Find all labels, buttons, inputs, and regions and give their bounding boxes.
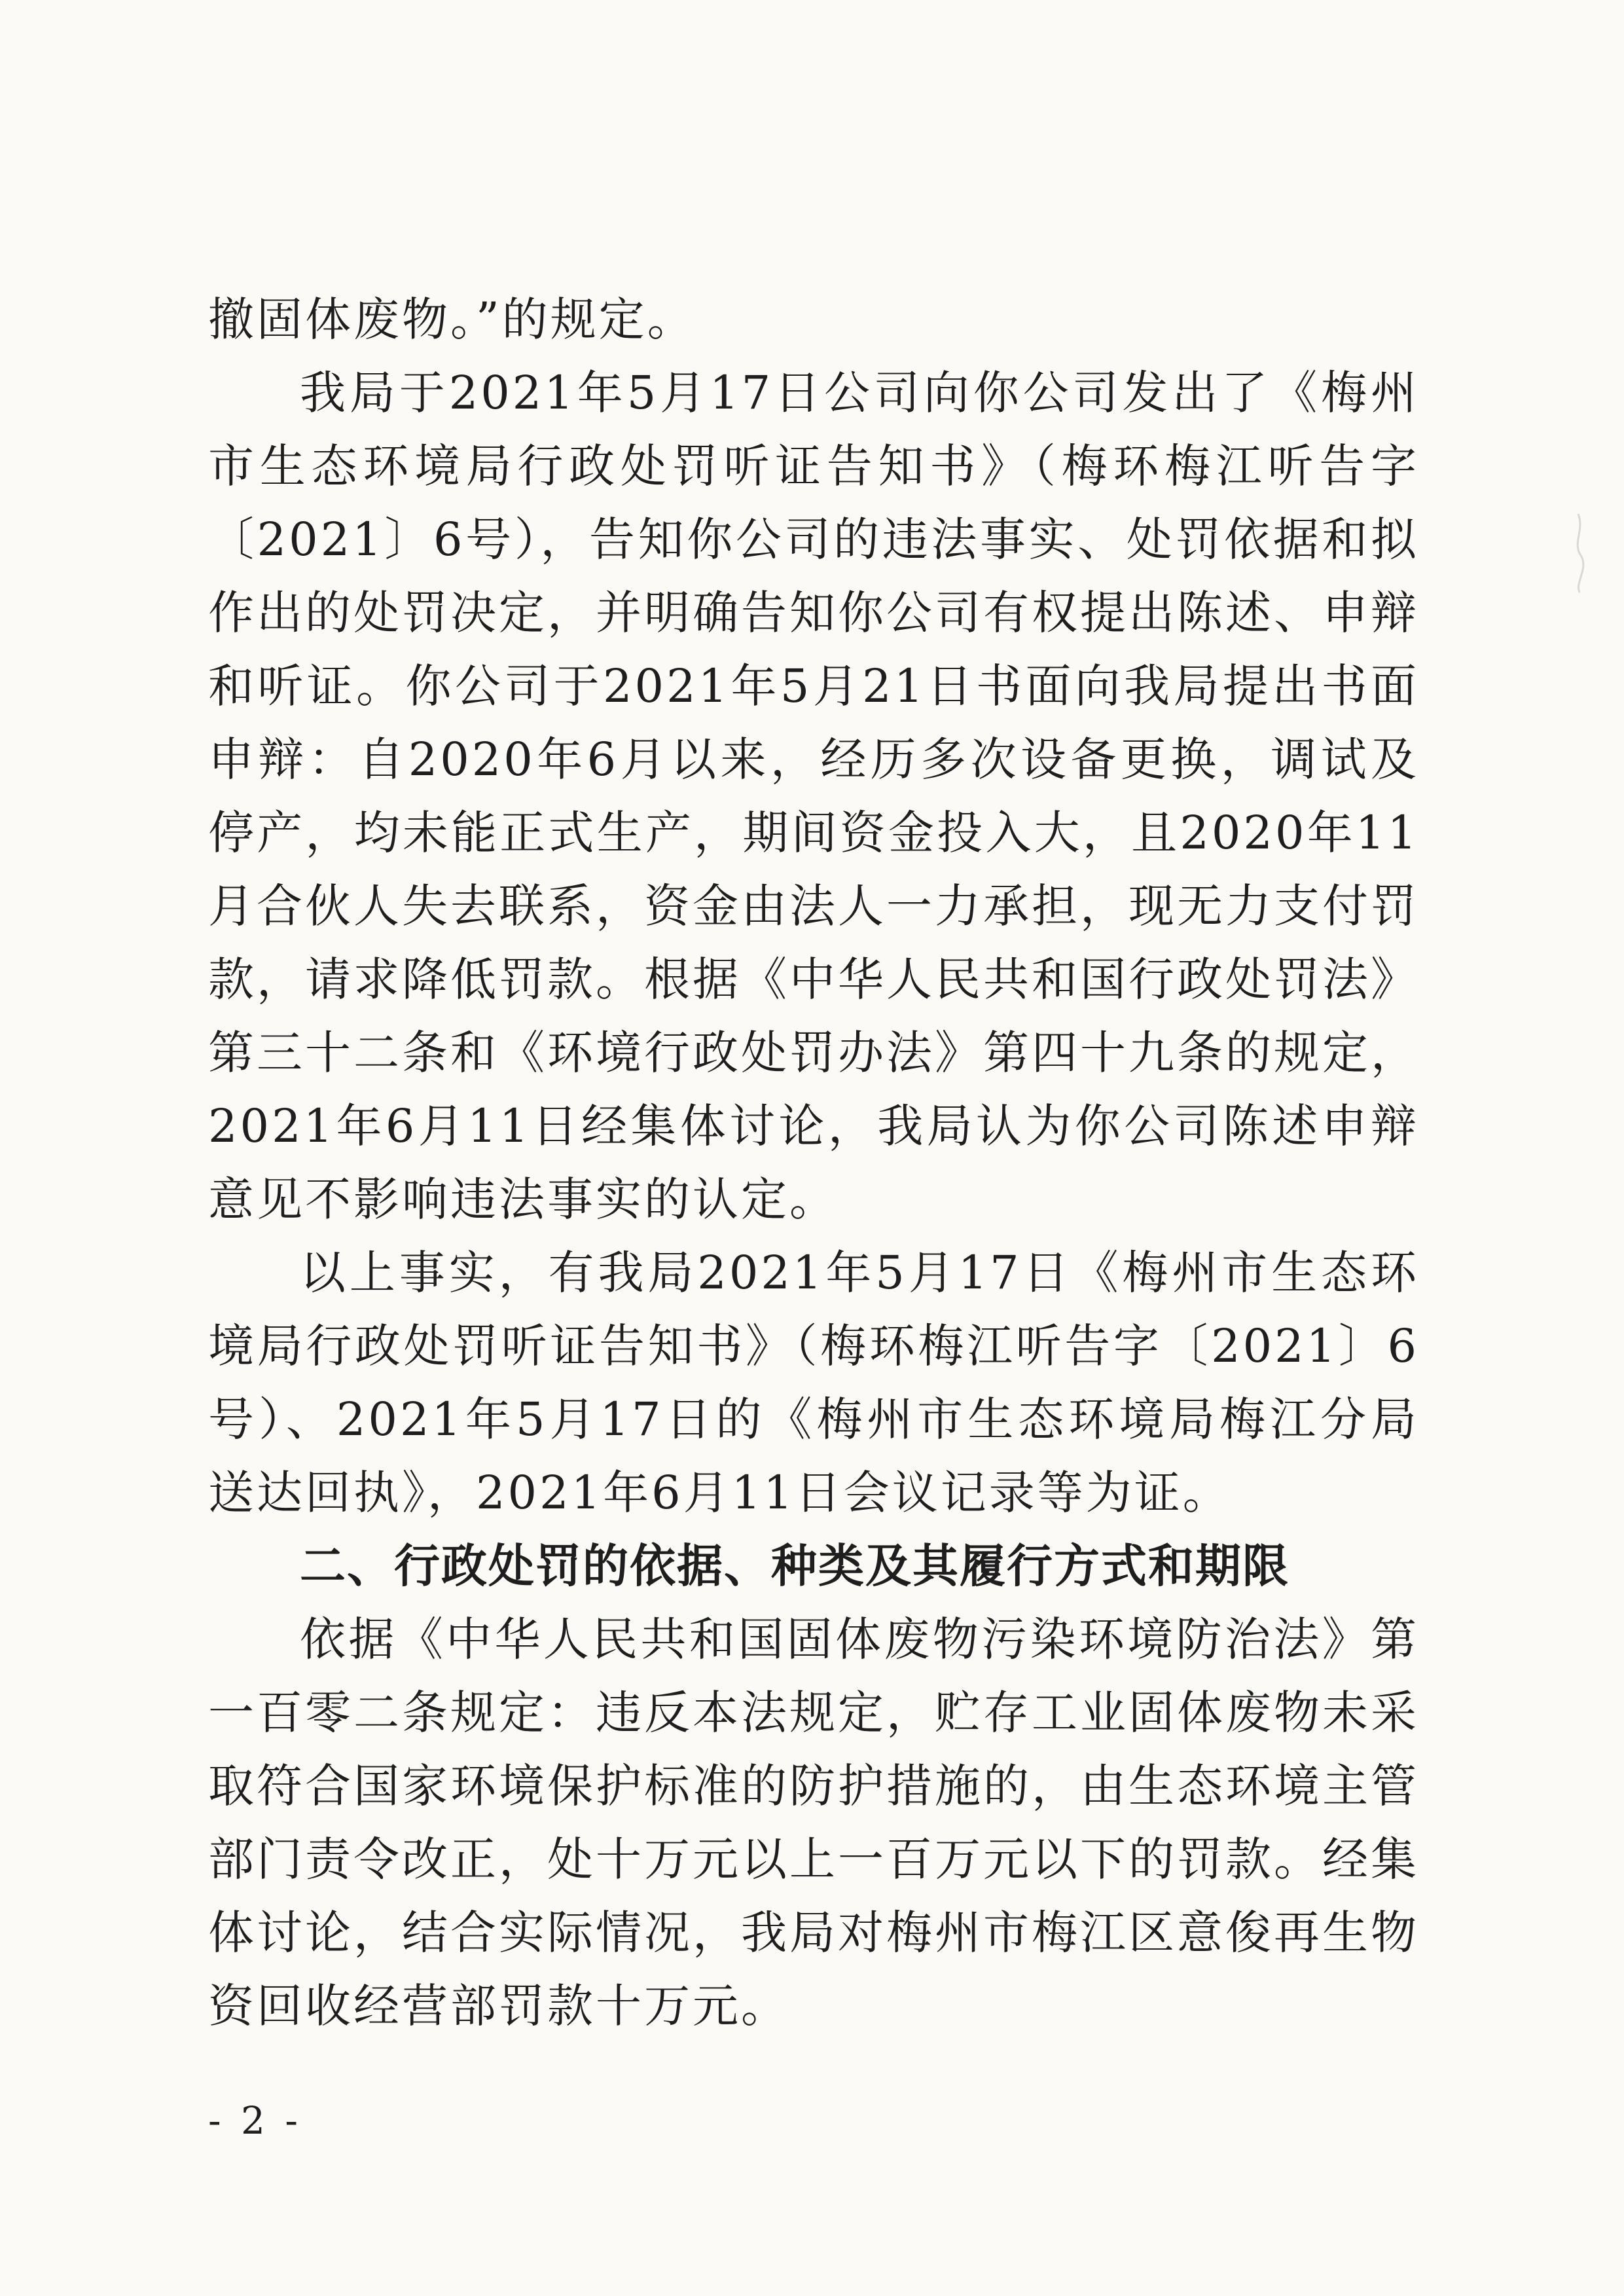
paragraph-evidence: 以上事实，有我局2021年5月17日《梅州市生态环境局行政处罚听证告知书》（梅环梅江听告字〔2021〕6号）、2021年5月17日的《梅州市生态环境局梅江分局送达回执》，2021年6月11日会议记录等为证。 (208, 1246, 1419, 1520)
section-heading: 二、行政处罚的依据、种类及其履行方式和期限 (300, 1539, 1290, 1593)
page-number: - 2 - (208, 2098, 302, 2143)
scan-artifact-icon (1559, 511, 1598, 596)
document-body (208, 283, 1419, 2043)
paragraph-hearing-notice: 我局于2021年5月17日公司向你公司发出了《梅州市生态环境局行政处罚听证告知书》（梅环梅江听告字〔2021〕6号），告知你公司的违法事实、处罚依据和拟作出的处罚决定，并明确告知你公司有权提出陈述、申辩和听证。你公司于2021年5月21日书面向我局提出书面申辩：自2020年6月以来，经历多次设备更换，调试及停产，均未能正式生产，期间资金投入大，且2020年11月合伙人失去联系，资金由法人一力承担，现无力支付罚款，请求降低罚款。根据《中华人民共和国行政处罚法》第三十二条和《环境行政处罚办法》第四十九条的规定，2021年6月11日经集体讨论，我局认为你公司陈述申辩意见不影响违法事实的认定。 (208, 366, 1419, 1226)
paragraph-continuation: 撤固体废物。”的规定。 (208, 293, 696, 346)
paragraph-penalty-basis: 依据《中华人民共和国固体废物污染环境防治法》第一百零二条规定：违反本法规定，贮存工业固体废物未采取符合国家环境保护标准的防护措施的，由生态环境主管部门责令改正，处十万元以上一百万元以下的罚款。经集体讨论，结合实际情况，我局对梅州市梅江区意俊再生物资回收经营部罚款十万元。 (208, 1613, 1419, 2033)
